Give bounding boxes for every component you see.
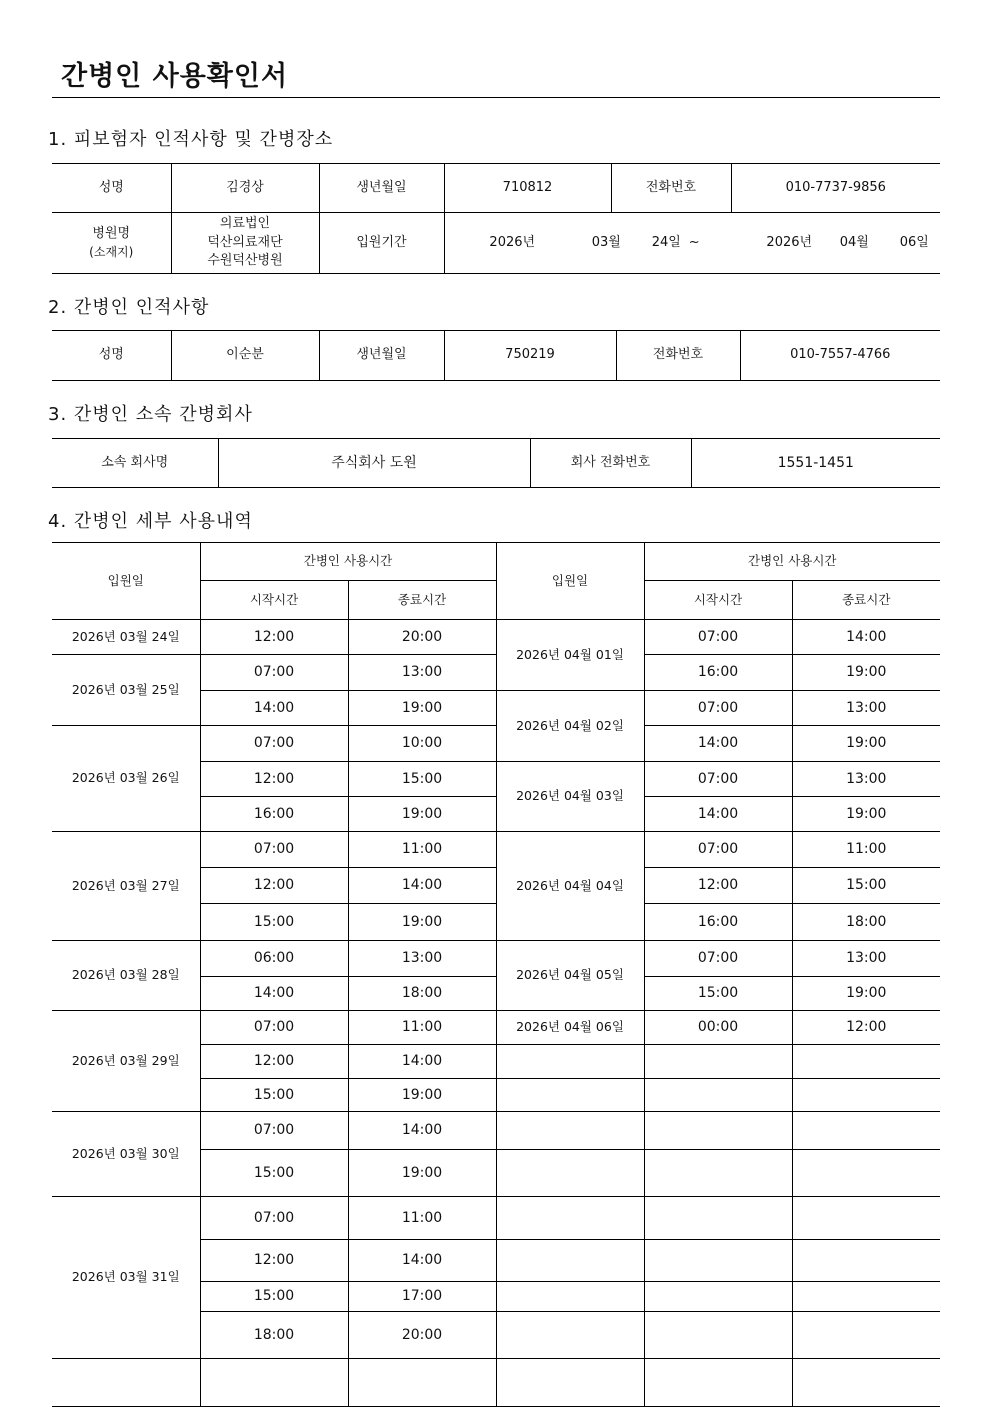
usage-date-left: 2026년 03월 26일	[52, 726, 200, 832]
table-row	[52, 1197, 940, 1240]
usage-date-left: 2026년 03월 31일	[52, 1197, 200, 1359]
table-row	[52, 1359, 940, 1407]
usage-end-time-right: 11:00	[792, 832, 940, 868]
usage-date-right-empty	[496, 1282, 644, 1312]
usage-date-right: 2026년 04월 03일	[496, 762, 644, 832]
usage-end-time-right: 13:00	[792, 941, 940, 977]
usage-end-time-right: 19:00	[792, 797, 940, 832]
usage-date-right-empty	[496, 1197, 644, 1240]
usage-date-right: 2026년 04월 05일	[496, 941, 644, 1011]
period-end-month: 04월	[839, 234, 869, 250]
usage-end-time-left: 14:00	[348, 1240, 496, 1282]
title-divider	[52, 97, 940, 98]
section-2-heading: 2. 간병인 인적사항	[48, 297, 210, 318]
usage-start-time-right-empty	[644, 1312, 792, 1359]
header-time-group-right: 간병인 사용시간	[644, 543, 940, 581]
usage-end-time-right-empty	[792, 1359, 940, 1407]
table-row	[52, 1112, 940, 1150]
usage-start-time-right: 16:00	[644, 904, 792, 941]
usage-end-time-left: 14:00	[348, 1112, 496, 1150]
patient-name-label: 성명	[52, 164, 171, 213]
usage-start-time-left: 16:00	[200, 797, 348, 832]
usage-date-left-empty	[52, 1359, 200, 1407]
usage-start-time-right-empty	[644, 1240, 792, 1282]
usage-start-time-right-empty	[644, 1197, 792, 1240]
usage-start-time-right-empty	[644, 1112, 792, 1150]
usage-end-time-right-empty	[792, 1150, 940, 1197]
usage-date-right-empty	[496, 1312, 644, 1359]
usage-end-time-left: 13:00	[348, 655, 496, 691]
usage-end-time-right: 14:00	[792, 620, 940, 655]
usage-end-time-right-empty	[792, 1312, 940, 1359]
period-start-year: 2026년	[489, 234, 536, 250]
admission-period	[444, 213, 940, 274]
usage-start-time-right: 16:00	[644, 655, 792, 691]
hospital-label-cell	[52, 213, 171, 274]
usage-end-time-left: 11:00	[348, 832, 496, 868]
caregiver-name: 이순분	[171, 331, 319, 381]
usage-start-time-left: 07:00	[200, 655, 348, 691]
patient-phone: 010-7737-9856	[731, 164, 940, 213]
header-start-right: 시작시간	[644, 581, 792, 620]
usage-start-time-left: 07:00	[200, 832, 348, 868]
hospital-label: 병원명	[92, 225, 131, 241]
hospital-label-sub: (소재지)	[89, 244, 134, 259]
company-info-table	[52, 438, 940, 488]
usage-end-time-right-empty	[792, 1045, 940, 1079]
usage-end-time-left: 14:00	[348, 868, 496, 904]
usage-start-time-right: 07:00	[644, 941, 792, 977]
usage-end-time-left: 19:00	[348, 797, 496, 832]
caregiver-info-table	[52, 330, 940, 381]
usage-start-time-right-empty	[644, 1079, 792, 1112]
usage-date-left: 2026년 03월 27일	[52, 832, 200, 941]
usage-end-time-left: 19:00	[348, 691, 496, 726]
usage-start-time-left: 18:00	[200, 1312, 348, 1359]
caregiver-birth: 750219	[444, 331, 616, 381]
company-phone-label: 회사 전화번호	[530, 439, 691, 488]
usage-end-time-right: 19:00	[792, 655, 940, 691]
usage-end-time-left: 18:00	[348, 977, 496, 1011]
usage-date-right: 2026년 04월 04일	[496, 832, 644, 941]
period-label: 입원기간	[319, 213, 444, 274]
document-title: 간병인 사용확인서	[61, 61, 289, 92]
usage-end-time-right: 13:00	[792, 762, 940, 797]
usage-date-right-empty	[496, 1112, 644, 1150]
usage-start-time-left: 12:00	[200, 762, 348, 797]
section-4-heading: 4. 간병인 세부 사용내역	[48, 511, 253, 532]
hospital-line-3: 수원덕산병원	[207, 253, 283, 269]
hospital-line-1: 의료법인	[219, 215, 271, 231]
usage-end-time-left: 19:00	[348, 904, 496, 941]
usage-end-time-left: 19:00	[348, 1150, 496, 1197]
usage-start-time-left: 06:00	[200, 941, 348, 977]
usage-start-time-right-empty	[644, 1359, 792, 1407]
table-row	[52, 620, 940, 655]
usage-end-time-right-empty	[792, 1197, 940, 1240]
usage-start-time-left: 15:00	[200, 1150, 348, 1197]
usage-date-right-empty	[496, 1045, 644, 1079]
caregiver-birth-label: 생년월일	[319, 331, 444, 381]
usage-table	[52, 542, 940, 1407]
period-tilde: ~	[688, 234, 700, 250]
caregiver-phone-label: 전화번호	[616, 331, 740, 381]
usage-start-time-right: 07:00	[644, 832, 792, 868]
usage-date-right-empty	[496, 1359, 644, 1407]
usage-start-time-right: 14:00	[644, 726, 792, 762]
usage-end-time-right: 13:00	[792, 691, 940, 726]
header-end-left: 종료시간	[348, 581, 496, 620]
usage-end-time-right-empty	[792, 1240, 940, 1282]
usage-start-time-right: 15:00	[644, 977, 792, 1011]
header-start-left: 시작시간	[200, 581, 348, 620]
table-row	[52, 941, 940, 977]
usage-end-time-left: 13:00	[348, 941, 496, 977]
usage-start-time-left: 12:00	[200, 868, 348, 904]
period-end-year: 2026년	[766, 234, 813, 250]
usage-date-left: 2026년 03월 24일	[52, 620, 200, 655]
usage-date-right-empty	[496, 1240, 644, 1282]
usage-start-time-left: 07:00	[200, 1112, 348, 1150]
usage-date-left: 2026년 03월 28일	[52, 941, 200, 1011]
usage-start-time-left: 15:00	[200, 1282, 348, 1312]
usage-start-time-left-empty	[200, 1359, 348, 1407]
usage-end-time-right: 12:00	[792, 1011, 940, 1045]
patient-phone-label: 전화번호	[611, 164, 731, 213]
patient-info-table	[52, 163, 940, 274]
usage-date-left: 2026년 03월 30일	[52, 1112, 200, 1197]
period-start-day: 24일	[651, 234, 681, 250]
usage-start-time-right-empty	[644, 1282, 792, 1312]
usage-start-time-left: 14:00	[200, 691, 348, 726]
usage-start-time-left: 12:00	[200, 620, 348, 655]
usage-start-time-right: 07:00	[644, 691, 792, 726]
usage-end-time-left: 20:00	[348, 620, 496, 655]
usage-start-time-left: 14:00	[200, 977, 348, 1011]
usage-end-time-left-empty	[348, 1359, 496, 1407]
company-name: 주식회사 도원	[218, 439, 530, 488]
usage-start-time-right-empty	[644, 1150, 792, 1197]
usage-end-time-left: 10:00	[348, 726, 496, 762]
usage-end-time-left: 17:00	[348, 1282, 496, 1312]
usage-end-time-left: 14:00	[348, 1045, 496, 1079]
usage-date-right-empty	[496, 1150, 644, 1197]
usage-end-time-right: 18:00	[792, 904, 940, 941]
usage-end-time-right-empty	[792, 1079, 940, 1112]
usage-end-time-right: 15:00	[792, 868, 940, 904]
table-row	[52, 832, 940, 868]
usage-start-time-left: 15:00	[200, 1079, 348, 1112]
usage-start-time-left: 07:00	[200, 726, 348, 762]
company-name-label: 소속 회사명	[52, 439, 218, 488]
header-date-right: 입원일	[496, 543, 644, 620]
table-row	[52, 1011, 940, 1045]
usage-start-time-right: 07:00	[644, 762, 792, 797]
hospital-name-cell	[171, 213, 319, 274]
period-end-day: 06일	[899, 234, 929, 250]
usage-start-time-left: 12:00	[200, 1240, 348, 1282]
usage-end-time-right: 19:00	[792, 726, 940, 762]
patient-birth: 710812	[444, 164, 611, 213]
period-start-month: 03월	[591, 234, 621, 250]
usage-start-time-left: 07:00	[200, 1197, 348, 1240]
caregiver-name-label: 성명	[52, 331, 171, 381]
usage-start-time-left: 12:00	[200, 1045, 348, 1079]
usage-date-right: 2026년 04월 01일	[496, 620, 644, 691]
usage-date-right: 2026년 04월 02일	[496, 691, 644, 762]
usage-start-time-right: 14:00	[644, 797, 792, 832]
section-1-heading: 1. 피보험자 인적사항 및 간병장소	[48, 129, 334, 150]
usage-end-time-left: 15:00	[348, 762, 496, 797]
section-3-heading: 3. 간병인 소속 간병회사	[48, 404, 253, 425]
usage-end-time-left: 11:00	[348, 1011, 496, 1045]
usage-start-time-left: 07:00	[200, 1011, 348, 1045]
hospital-line-2: 덕산의료재단	[207, 234, 283, 250]
company-phone: 1551-1451	[691, 439, 940, 488]
usage-start-time-right: 07:00	[644, 620, 792, 655]
usage-end-time-left: 19:00	[348, 1079, 496, 1112]
usage-start-time-right: 00:00	[644, 1011, 792, 1045]
usage-end-time-left: 20:00	[348, 1312, 496, 1359]
usage-start-time-right: 12:00	[644, 868, 792, 904]
header-time-group-left: 간병인 사용시간	[200, 543, 496, 581]
usage-end-time-right: 19:00	[792, 977, 940, 1011]
patient-birth-label: 생년월일	[319, 164, 444, 213]
caregiver-phone: 010-7557-4766	[740, 331, 940, 381]
usage-date-right-empty	[496, 1079, 644, 1112]
usage-start-time-left: 15:00	[200, 904, 348, 941]
usage-date-left: 2026년 03월 29일	[52, 1011, 200, 1112]
usage-end-time-right-empty	[792, 1282, 940, 1312]
usage-start-time-right-empty	[644, 1045, 792, 1079]
header-end-right: 종료시간	[792, 581, 940, 620]
usage-date-right: 2026년 04월 06일	[496, 1011, 644, 1045]
usage-date-left: 2026년 03월 25일	[52, 655, 200, 726]
header-date-left: 입원일	[52, 543, 200, 620]
usage-end-time-right-empty	[792, 1112, 940, 1150]
usage-end-time-left: 11:00	[348, 1197, 496, 1240]
patient-name: 김경상	[171, 164, 319, 213]
